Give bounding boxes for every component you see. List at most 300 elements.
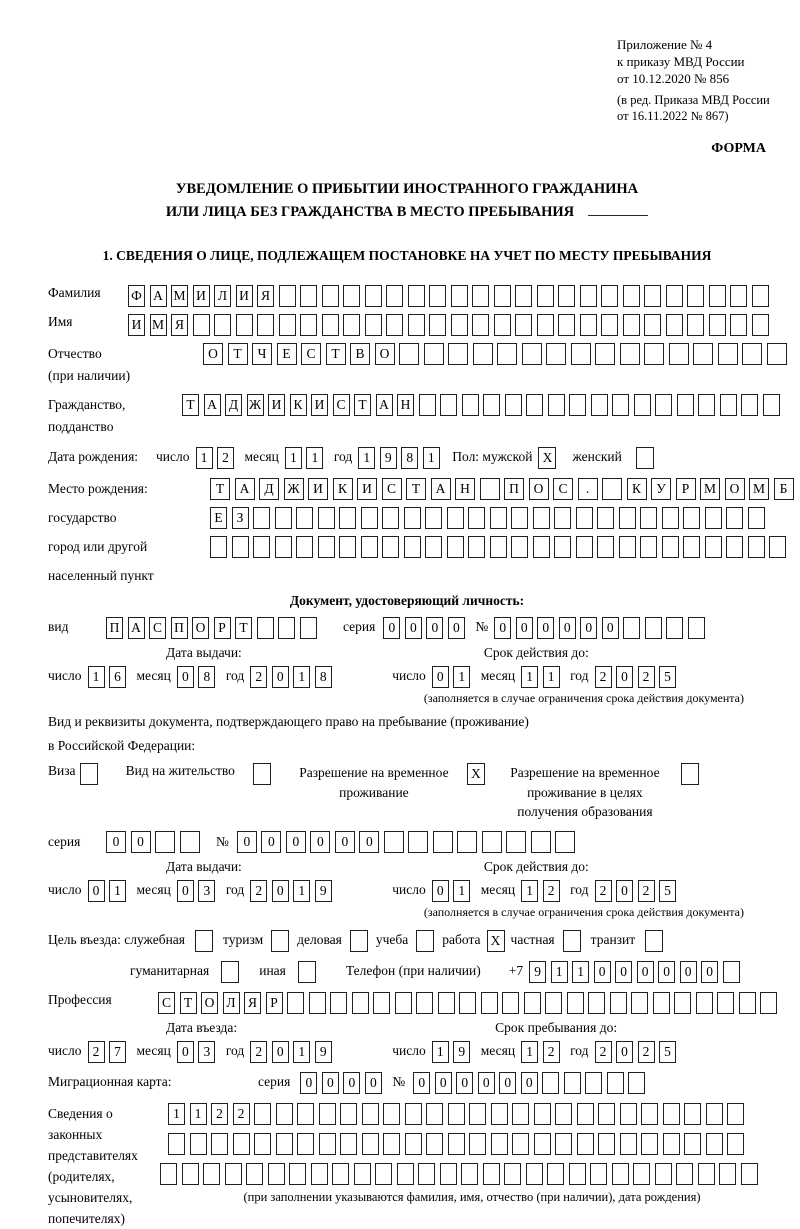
char-cell[interactable]: [289, 1163, 306, 1185]
char-cell[interactable]: [554, 536, 571, 558]
char-cell[interactable]: [576, 507, 593, 529]
char-cell[interactable]: О: [529, 478, 549, 500]
permit-valid-month-cells[interactable]: [521, 880, 564, 902]
char-cell[interactable]: И: [357, 478, 377, 500]
char-cell[interactable]: [425, 507, 442, 529]
char-cell[interactable]: [741, 394, 758, 416]
char-cell[interactable]: [361, 507, 378, 529]
char-cell[interactable]: [502, 992, 519, 1014]
char-cell[interactable]: [696, 992, 713, 1014]
char-cell[interactable]: [607, 1072, 624, 1094]
entry-month-cells[interactable]: [177, 1041, 220, 1063]
char-cell[interactable]: [382, 536, 399, 558]
doc-kind-cells[interactable]: [106, 617, 321, 639]
char-cell[interactable]: [416, 992, 433, 1014]
char-cell[interactable]: [555, 1103, 572, 1125]
char-cell[interactable]: [278, 617, 295, 639]
char-cell[interactable]: 9: [380, 447, 397, 469]
residence-permit-checkbox[interactable]: [253, 763, 271, 785]
char-cell[interactable]: [395, 992, 412, 1014]
char-cell[interactable]: [343, 285, 360, 307]
char-cell[interactable]: [384, 831, 404, 853]
char-cell[interactable]: [548, 394, 565, 416]
char-cell[interactable]: Т: [210, 478, 230, 500]
char-cell[interactable]: [451, 314, 468, 336]
char-cell[interactable]: [723, 961, 740, 983]
char-cell[interactable]: [741, 1163, 758, 1185]
char-cell[interactable]: 0: [701, 961, 718, 983]
char-cell[interactable]: [641, 1133, 658, 1155]
char-cell[interactable]: [554, 507, 571, 529]
char-cell[interactable]: [497, 343, 517, 365]
char-cell[interactable]: [705, 507, 722, 529]
char-cell[interactable]: 2: [638, 1041, 655, 1063]
temp-residence-edu-checkbox[interactable]: [681, 763, 699, 785]
char-cell[interactable]: [494, 314, 511, 336]
char-cell[interactable]: [585, 1072, 602, 1094]
char-cell[interactable]: Т: [406, 478, 426, 500]
other-purpose-checkbox[interactable]: [298, 961, 316, 983]
permit-issue-year-cells[interactable]: [250, 880, 336, 902]
char-cell[interactable]: [684, 1133, 701, 1155]
char-cell[interactable]: 0: [494, 617, 511, 639]
char-cell[interactable]: 1: [572, 961, 589, 983]
char-cell[interactable]: [512, 1133, 529, 1155]
permit-valid-year-cells[interactable]: [595, 880, 681, 902]
surname-input[interactable]: [128, 285, 773, 307]
char-cell[interactable]: 1: [423, 447, 440, 469]
char-cell[interactable]: [462, 394, 479, 416]
char-cell[interactable]: Я: [244, 992, 261, 1014]
char-cell[interactable]: Ж: [284, 478, 304, 500]
char-cell[interactable]: 2: [543, 880, 560, 902]
char-cell[interactable]: [279, 285, 296, 307]
char-cell[interactable]: 1: [521, 1041, 538, 1063]
char-cell[interactable]: 2: [250, 1041, 267, 1063]
char-cell[interactable]: С: [382, 478, 402, 500]
char-cell[interactable]: [727, 1133, 744, 1155]
char-cell[interactable]: [322, 285, 339, 307]
char-cell[interactable]: [730, 314, 747, 336]
char-cell[interactable]: 3: [198, 880, 215, 902]
char-cell[interactable]: 1: [190, 1103, 207, 1125]
char-cell[interactable]: [620, 1103, 637, 1125]
char-cell[interactable]: [448, 1133, 465, 1155]
char-cell[interactable]: 0: [335, 831, 355, 853]
char-cell[interactable]: 0: [616, 880, 633, 902]
char-cell[interactable]: 0: [343, 1072, 360, 1094]
char-cell[interactable]: 0: [383, 617, 400, 639]
char-cell[interactable]: [531, 831, 551, 853]
permit-valid-day-cells[interactable]: [432, 880, 475, 902]
char-cell[interactable]: 0: [680, 961, 697, 983]
char-cell[interactable]: [354, 1163, 371, 1185]
char-cell[interactable]: И: [193, 285, 210, 307]
char-cell[interactable]: 8: [401, 447, 418, 469]
char-cell[interactable]: Е: [210, 507, 227, 529]
char-cell[interactable]: [433, 831, 453, 853]
char-cell[interactable]: [297, 1133, 314, 1155]
char-cell[interactable]: [533, 536, 550, 558]
char-cell[interactable]: 1: [453, 880, 470, 902]
char-cell[interactable]: [472, 314, 489, 336]
char-cell[interactable]: 0: [521, 1072, 538, 1094]
char-cell[interactable]: 0: [359, 831, 379, 853]
char-cell[interactable]: П: [171, 617, 188, 639]
permit-issue-day-cells[interactable]: [88, 880, 131, 902]
char-cell[interactable]: [763, 394, 780, 416]
char-cell[interactable]: [653, 992, 670, 1014]
char-cell[interactable]: 0: [435, 1072, 452, 1094]
char-cell[interactable]: [482, 831, 502, 853]
char-cell[interactable]: [425, 536, 442, 558]
char-cell[interactable]: 8: [198, 666, 215, 688]
char-cell[interactable]: [404, 536, 421, 558]
char-cell[interactable]: 2: [211, 1103, 228, 1125]
char-cell[interactable]: К: [290, 394, 307, 416]
char-cell[interactable]: [180, 831, 200, 853]
char-cell[interactable]: [674, 992, 691, 1014]
char-cell[interactable]: [623, 314, 640, 336]
char-cell[interactable]: [505, 394, 522, 416]
char-cell[interactable]: 0: [413, 1072, 430, 1094]
char-cell[interactable]: С: [333, 394, 350, 416]
char-cell[interactable]: 0: [365, 1072, 382, 1094]
char-cell[interactable]: 1: [196, 447, 213, 469]
char-cell[interactable]: 0: [88, 880, 105, 902]
char-cell[interactable]: [190, 1133, 207, 1155]
char-cell[interactable]: [655, 1163, 672, 1185]
char-cell[interactable]: С: [301, 343, 321, 365]
permit-number-cells[interactable]: [237, 831, 580, 853]
birthplace-row-3[interactable]: [210, 536, 798, 558]
char-cell[interactable]: [534, 1103, 551, 1125]
char-cell[interactable]: [597, 507, 614, 529]
char-cell[interactable]: [373, 992, 390, 1014]
char-cell[interactable]: [424, 343, 444, 365]
char-cell[interactable]: [275, 536, 292, 558]
char-cell[interactable]: Я: [171, 314, 188, 336]
char-cell[interactable]: [669, 343, 689, 365]
char-cell[interactable]: [555, 1133, 572, 1155]
char-cell[interactable]: [567, 992, 584, 1014]
char-cell[interactable]: [644, 343, 664, 365]
char-cell[interactable]: 1: [293, 1041, 310, 1063]
char-cell[interactable]: 9: [315, 880, 332, 902]
char-cell[interactable]: Т: [228, 343, 248, 365]
char-cell[interactable]: [232, 536, 249, 558]
char-cell[interactable]: 0: [272, 1041, 289, 1063]
char-cell[interactable]: [451, 285, 468, 307]
char-cell[interactable]: [375, 1163, 392, 1185]
birth-year-cells[interactable]: [358, 447, 444, 469]
char-cell[interactable]: [440, 394, 457, 416]
char-cell[interactable]: [705, 536, 722, 558]
char-cell[interactable]: [362, 1133, 379, 1155]
char-cell[interactable]: [662, 507, 679, 529]
char-cell[interactable]: [506, 831, 526, 853]
char-cell[interactable]: [597, 536, 614, 558]
char-cell[interactable]: Ж: [247, 394, 264, 416]
char-cell[interactable]: Т: [235, 617, 252, 639]
char-cell[interactable]: 2: [638, 880, 655, 902]
char-cell[interactable]: [340, 1133, 357, 1155]
char-cell[interactable]: Н: [397, 394, 414, 416]
char-cell[interactable]: 0: [322, 1072, 339, 1094]
male-checkbox[interactable]: X: [538, 447, 556, 469]
char-cell[interactable]: 0: [272, 880, 289, 902]
char-cell[interactable]: 1: [293, 880, 310, 902]
char-cell[interactable]: [588, 992, 605, 1014]
char-cell[interactable]: [623, 617, 640, 639]
char-cell[interactable]: [254, 1103, 271, 1125]
char-cell[interactable]: [534, 1133, 551, 1155]
char-cell[interactable]: [547, 1163, 564, 1185]
char-cell[interactable]: [233, 1133, 250, 1155]
char-cell[interactable]: И: [268, 394, 285, 416]
char-cell[interactable]: [526, 1163, 543, 1185]
transit-checkbox[interactable]: [645, 930, 663, 952]
birth-month-cells[interactable]: [285, 447, 328, 469]
char-cell[interactable]: [687, 285, 704, 307]
char-cell[interactable]: О: [725, 478, 745, 500]
char-cell[interactable]: [461, 1163, 478, 1185]
char-cell[interactable]: [490, 536, 507, 558]
char-cell[interactable]: Т: [326, 343, 346, 365]
char-cell[interactable]: 1: [521, 880, 538, 902]
char-cell[interactable]: [447, 536, 464, 558]
char-cell[interactable]: 0: [405, 617, 422, 639]
char-cell[interactable]: [684, 1103, 701, 1125]
char-cell[interactable]: 0: [261, 831, 281, 853]
char-cell[interactable]: [319, 1133, 336, 1155]
char-cell[interactable]: И: [128, 314, 145, 336]
char-cell[interactable]: [276, 1103, 293, 1125]
char-cell[interactable]: [386, 314, 403, 336]
char-cell[interactable]: [296, 507, 313, 529]
mc-number-cells[interactable]: [413, 1072, 650, 1094]
char-cell[interactable]: 0: [615, 961, 632, 983]
char-cell[interactable]: 9: [453, 1041, 470, 1063]
mc-series-cells[interactable]: [300, 1072, 386, 1094]
char-cell[interactable]: 0: [456, 1072, 473, 1094]
char-cell[interactable]: [319, 1103, 336, 1125]
char-cell[interactable]: [246, 1163, 263, 1185]
char-cell[interactable]: 0: [432, 666, 449, 688]
char-cell[interactable]: [408, 831, 428, 853]
char-cell[interactable]: Р: [676, 478, 696, 500]
char-cell[interactable]: [339, 507, 356, 529]
char-cell[interactable]: [631, 992, 648, 1014]
char-cell[interactable]: [318, 507, 335, 529]
char-cell[interactable]: 5: [659, 1041, 676, 1063]
doc-issue-year-cells[interactable]: [250, 666, 336, 688]
char-cell[interactable]: [634, 394, 651, 416]
char-cell[interactable]: [727, 1103, 744, 1125]
char-cell[interactable]: 9: [315, 1041, 332, 1063]
char-cell[interactable]: [512, 1103, 529, 1125]
char-cell[interactable]: [688, 617, 705, 639]
char-cell[interactable]: [598, 1133, 615, 1155]
char-cell[interactable]: [408, 314, 425, 336]
char-cell[interactable]: [533, 507, 550, 529]
char-cell[interactable]: 8: [315, 666, 332, 688]
char-cell[interactable]: [709, 314, 726, 336]
char-cell[interactable]: [405, 1103, 422, 1125]
char-cell[interactable]: [447, 507, 464, 529]
char-cell[interactable]: [640, 507, 657, 529]
char-cell[interactable]: Л: [214, 285, 231, 307]
birthplace-row-2[interactable]: [210, 507, 798, 529]
char-cell[interactable]: Е: [277, 343, 297, 365]
char-cell[interactable]: [365, 314, 382, 336]
char-cell[interactable]: [322, 314, 339, 336]
char-cell[interactable]: [382, 507, 399, 529]
char-cell[interactable]: [300, 314, 317, 336]
char-cell[interactable]: [719, 1163, 736, 1185]
char-cell[interactable]: [752, 314, 769, 336]
char-cell[interactable]: [717, 992, 734, 1014]
char-cell[interactable]: 2: [595, 666, 612, 688]
char-cell[interactable]: 0: [516, 617, 533, 639]
char-cell[interactable]: [386, 285, 403, 307]
char-cell[interactable]: [275, 507, 292, 529]
char-cell[interactable]: [666, 285, 683, 307]
char-cell[interactable]: [211, 1133, 228, 1155]
char-cell[interactable]: [362, 1103, 379, 1125]
char-cell[interactable]: [483, 1163, 500, 1185]
char-cell[interactable]: [300, 617, 317, 639]
char-cell[interactable]: С: [158, 992, 175, 1014]
char-cell[interactable]: [287, 992, 304, 1014]
char-cell[interactable]: К: [333, 478, 353, 500]
char-cell[interactable]: Ч: [252, 343, 272, 365]
char-cell[interactable]: [641, 1103, 658, 1125]
work-checkbox[interactable]: X: [487, 930, 505, 952]
char-cell[interactable]: Д: [259, 478, 279, 500]
char-cell[interactable]: [752, 285, 769, 307]
char-cell[interactable]: [564, 1072, 581, 1094]
char-cell[interactable]: 0: [478, 1072, 495, 1094]
char-cell[interactable]: 1: [306, 447, 323, 469]
char-cell[interactable]: [619, 536, 636, 558]
char-cell[interactable]: 2: [543, 1041, 560, 1063]
char-cell[interactable]: [352, 992, 369, 1014]
char-cell[interactable]: [522, 343, 542, 365]
tourism-checkbox[interactable]: [271, 930, 289, 952]
char-cell[interactable]: Р: [266, 992, 283, 1014]
char-cell[interactable]: [640, 536, 657, 558]
female-checkbox[interactable]: [636, 447, 654, 469]
char-cell[interactable]: 2: [595, 1041, 612, 1063]
char-cell[interactable]: 0: [537, 617, 554, 639]
char-cell[interactable]: [677, 394, 694, 416]
char-cell[interactable]: [511, 507, 528, 529]
char-cell[interactable]: [418, 1163, 435, 1185]
char-cell[interactable]: 0: [286, 831, 306, 853]
profession-cells[interactable]: [158, 992, 782, 1014]
char-cell[interactable]: [276, 1133, 293, 1155]
char-cell[interactable]: [279, 314, 296, 336]
char-cell[interactable]: [339, 536, 356, 558]
char-cell[interactable]: М: [171, 285, 188, 307]
char-cell[interactable]: 1: [551, 961, 568, 983]
char-cell[interactable]: [676, 1163, 693, 1185]
char-cell[interactable]: [590, 1163, 607, 1185]
given-name-input[interactable]: [128, 314, 773, 336]
char-cell[interactable]: 0: [616, 1041, 633, 1063]
visa-checkbox[interactable]: [80, 763, 98, 785]
char-cell[interactable]: [340, 1103, 357, 1125]
char-cell[interactable]: [408, 285, 425, 307]
char-cell[interactable]: 2: [233, 1103, 250, 1125]
char-cell[interactable]: [494, 285, 511, 307]
private-checkbox[interactable]: [563, 930, 581, 952]
char-cell[interactable]: 0: [616, 666, 633, 688]
char-cell[interactable]: [645, 617, 662, 639]
char-cell[interactable]: [330, 992, 347, 1014]
char-cell[interactable]: [268, 1163, 285, 1185]
char-cell[interactable]: [515, 314, 532, 336]
doc-number-cells[interactable]: [494, 617, 709, 639]
char-cell[interactable]: [742, 343, 762, 365]
char-cell[interactable]: [426, 1133, 443, 1155]
char-cell[interactable]: Н: [455, 478, 475, 500]
char-cell[interactable]: [214, 314, 231, 336]
char-cell[interactable]: Р: [214, 617, 231, 639]
char-cell[interactable]: 0: [131, 831, 151, 853]
char-cell[interactable]: А: [204, 394, 221, 416]
entry-year-cells[interactable]: [250, 1041, 336, 1063]
char-cell[interactable]: [311, 1163, 328, 1185]
doc-series-cells[interactable]: [383, 617, 469, 639]
char-cell[interactable]: Ф: [128, 285, 145, 307]
char-cell[interactable]: [472, 285, 489, 307]
char-cell[interactable]: [542, 1072, 559, 1094]
char-cell[interactable]: [332, 1163, 349, 1185]
char-cell[interactable]: [257, 314, 274, 336]
char-cell[interactable]: 1: [109, 880, 126, 902]
stay-year-cells[interactable]: [595, 1041, 681, 1063]
char-cell[interactable]: [469, 1103, 486, 1125]
stay-month-cells[interactable]: [521, 1041, 564, 1063]
char-cell[interactable]: П: [504, 478, 524, 500]
char-cell[interactable]: [203, 1163, 220, 1185]
char-cell[interactable]: Б: [774, 478, 794, 500]
permit-issue-month-cells[interactable]: [177, 880, 220, 902]
char-cell[interactable]: [748, 507, 765, 529]
char-cell[interactable]: [720, 394, 737, 416]
char-cell[interactable]: 0: [272, 666, 289, 688]
char-cell[interactable]: Т: [354, 394, 371, 416]
char-cell[interactable]: [193, 314, 210, 336]
char-cell[interactable]: [318, 536, 335, 558]
char-cell[interactable]: [399, 343, 419, 365]
char-cell[interactable]: [698, 394, 715, 416]
char-cell[interactable]: [620, 1133, 637, 1155]
char-cell[interactable]: [619, 507, 636, 529]
char-cell[interactable]: [438, 992, 455, 1014]
char-cell[interactable]: Л: [223, 992, 240, 1014]
char-cell[interactable]: [404, 507, 421, 529]
char-cell[interactable]: 1: [168, 1103, 185, 1125]
char-cell[interactable]: Д: [225, 394, 242, 416]
char-cell[interactable]: 5: [659, 880, 676, 902]
char-cell[interactable]: 1: [293, 666, 310, 688]
char-cell[interactable]: [595, 343, 615, 365]
char-cell[interactable]: [598, 1103, 615, 1125]
char-cell[interactable]: [473, 343, 493, 365]
